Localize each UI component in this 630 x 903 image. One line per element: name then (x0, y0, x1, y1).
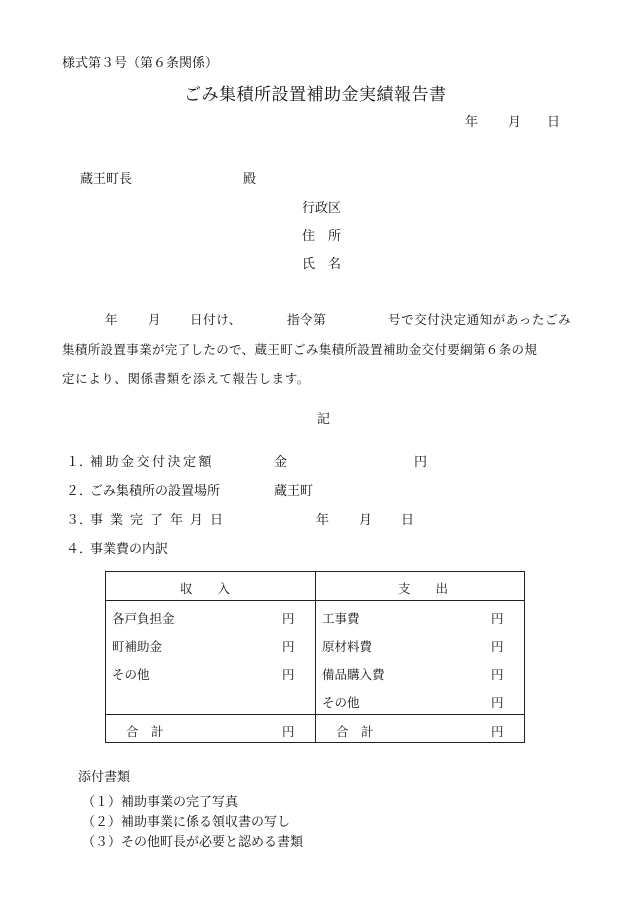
expense-row-unit: 円 (491, 695, 504, 710)
date-month-label: 月 (508, 115, 522, 130)
body-line2: 集積所設置事業が完了したので、蔵王町ごみ集積所設置補助金交付要綱第６条の規 (62, 342, 538, 357)
income-row-label: 町補助金 (112, 639, 163, 654)
attachments-heading: 添付書類 (78, 770, 131, 785)
applicant-name-label: 氏 名 (302, 257, 342, 272)
date-day-label: 日 (547, 115, 561, 130)
expense-row-unit: 円 (491, 639, 504, 654)
addressee-name: 蔵王町長 (80, 172, 133, 187)
expense-header: 支 出 (398, 581, 449, 596)
applicant-district-label: 行政区 (302, 201, 342, 216)
ki-mark: 記 (317, 412, 331, 427)
body-order-no: 指令第 (287, 312, 327, 327)
table-header-divider (106, 600, 524, 601)
expense-row-unit: 円 (491, 667, 504, 682)
expense-row-label: 工事費 (322, 611, 360, 626)
item-1-yen: 円 (414, 455, 428, 470)
income-row-label: 各戸負担金 (112, 611, 175, 626)
expense-row-unit: 円 (491, 611, 504, 626)
item-4-label: 事業費の内訳 (90, 542, 169, 557)
attachment-item: （２）補助事業に係る領収書の写し (82, 815, 291, 830)
income-row-unit: 円 (282, 667, 295, 682)
income-header: 収 入 (180, 581, 231, 596)
table-total-divider (106, 714, 524, 715)
item-1-number: １． (66, 455, 93, 470)
expense-row-label: その他 (322, 695, 360, 710)
body-month: 月 (148, 312, 162, 327)
attachment-item: （３）その他町長が必要と認める書類 (82, 835, 304, 850)
attachment-item: （１）補助事業の完了写真 (82, 795, 239, 810)
applicant-address-label: 住 所 (302, 229, 342, 244)
item-3-year: 年 (316, 513, 330, 528)
item-3-month: 月 (359, 513, 373, 528)
income-total-label: 合 計 (126, 724, 164, 739)
item-3-day: 日 (401, 513, 415, 528)
expense-breakdown-table (105, 571, 525, 743)
body-line3: 定により、関係書類を添えて報告します。 (62, 371, 310, 386)
item-3-label: 事業完了年月日 (90, 513, 231, 528)
expense-total-label: 合 計 (336, 724, 374, 739)
item-2-number: ２． (66, 484, 93, 499)
expense-row-label: 備品購入費 (322, 667, 385, 682)
income-row-unit: 円 (282, 611, 295, 626)
document-title: ごみ集積所設置補助金実績報告書 (184, 85, 447, 105)
form-number: 様式第３号（第６条関係） (62, 56, 219, 71)
expense-total-unit: 円 (491, 724, 504, 739)
item-1-kin: 金 (274, 455, 288, 470)
item-1-label: 補助金交付決定額 (90, 455, 215, 470)
item-2-value: 蔵王町 (274, 484, 314, 499)
table-column-divider (315, 572, 316, 742)
item-2-label: ごみ集積所の設置場所 (90, 484, 221, 499)
date-year-label: 年 (465, 115, 479, 130)
item-3-number: ３． (66, 513, 93, 528)
addressee-honorific: 殿 (243, 172, 257, 187)
expense-row-label: 原材料費 (322, 639, 373, 654)
income-row-label: その他 (112, 667, 150, 682)
item-4-number: ４． (66, 542, 93, 557)
income-row-unit: 円 (282, 639, 295, 654)
body-year: 年 (105, 312, 119, 327)
income-total-unit: 円 (282, 724, 295, 739)
body-line1-rest: 号で交付決定通知があったごみ (388, 312, 572, 327)
body-day-suffix: 日付け、 (190, 312, 242, 327)
